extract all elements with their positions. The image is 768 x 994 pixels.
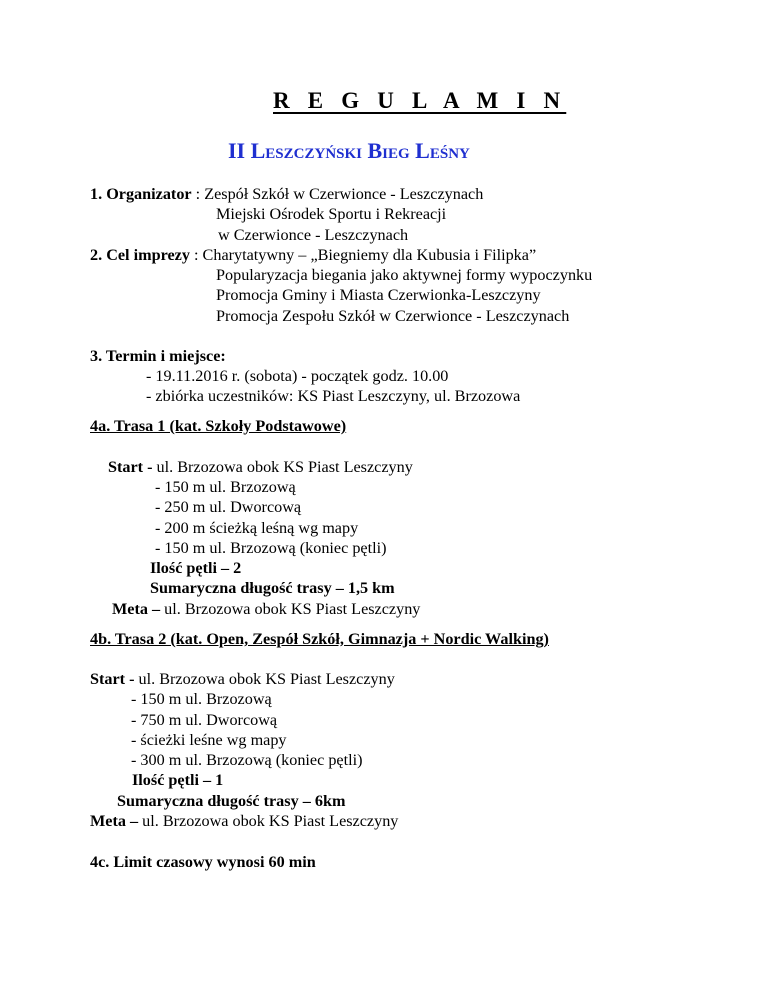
section-heading-termin: 3. Termin i miejsce: bbox=[90, 347, 226, 365]
section-label: 2. Cel imprezy bbox=[90, 246, 190, 264]
route-loops: Ilość pętli – 2 bbox=[150, 559, 242, 577]
route-step: - 150 m ul. Brzozową bbox=[155, 478, 296, 496]
document-subtitle: II Leszczyński Bieg Leśny bbox=[228, 138, 470, 163]
route-total: Sumaryczna długość trasy – 6km bbox=[117, 792, 346, 810]
section-line: Zespół Szkół w Czerwionce - Leszczynach bbox=[204, 185, 484, 203]
section-line: Miejski Ośrodek Sportu i Rekreacji bbox=[216, 205, 447, 223]
label-separator: : bbox=[189, 246, 203, 264]
section-heading-limit: 4c. Limit czasowy wynosi 60 min bbox=[90, 853, 316, 871]
section-organizator bbox=[90, 186, 483, 202]
section-cel-imprezy bbox=[90, 247, 536, 263]
finish-text: ul. Brzozowa obok KS Piast Leszczyny bbox=[142, 812, 399, 830]
section-line: - 19.11.2016 r. (sobota) - początek godz. 10.00 bbox=[146, 367, 449, 385]
route-start bbox=[108, 459, 413, 475]
route-start bbox=[90, 671, 395, 687]
start-text: ul. Brzozowa obok KS Piast Leszczyny bbox=[138, 670, 395, 688]
route-step: - 200 m ścieżką leśną wg mapy bbox=[155, 519, 359, 537]
label-separator: : bbox=[191, 185, 205, 203]
section-heading-trasa-1: 4a. Trasa 1 (kat. Szkoły Podstawowe) bbox=[90, 417, 347, 435]
route-step: - ścieżki leśne wg mapy bbox=[131, 731, 287, 749]
start-label: Start - bbox=[90, 670, 139, 688]
route-step: - 250 m ul. Dworcową bbox=[155, 498, 302, 516]
section-line: Popularyzacja biegania jako aktywnej formy wypoczynku bbox=[216, 266, 593, 284]
document-title: R E G U L A M I N bbox=[273, 88, 567, 113]
finish-label: Meta – bbox=[90, 812, 143, 830]
section-heading-trasa-2: 4b. Trasa 2 (kat. Open, Zespół Szkół, Gimnazja + Nordic Walking) bbox=[90, 630, 549, 648]
route-step: - 150 m ul. Brzozową bbox=[131, 690, 272, 708]
route-finish bbox=[90, 813, 398, 829]
route-step: - 300 m ul. Brzozową (koniec pętli) bbox=[131, 751, 363, 769]
section-line: Promocja Gminy i Miasta Czerwionka-Leszczyny bbox=[216, 286, 541, 304]
section-line: w Czerwionce - Leszczynach bbox=[218, 226, 409, 244]
route-step: - 150 m ul. Brzozową (koniec pętli) bbox=[155, 539, 387, 557]
finish-label: Meta – bbox=[112, 600, 165, 618]
section-line: - zbiórka uczestników: KS Piast Leszczyny, ul. Brzozowa bbox=[146, 387, 521, 405]
section-line: Charytatywny – „Biegniemy dla Kubusia i Filipka” bbox=[202, 246, 537, 264]
route-loops: Ilość pętli – 1 bbox=[132, 771, 224, 789]
section-label: 1. Organizator bbox=[90, 185, 192, 203]
finish-text: ul. Brzozowa obok KS Piast Leszczyny bbox=[164, 600, 421, 618]
section-line: Promocja Zespołu Szkół w Czerwionce - Leszczynach bbox=[216, 307, 570, 325]
start-text: ul. Brzozowa obok KS Piast Leszczyny bbox=[156, 458, 413, 476]
route-step: - 750 m ul. Dworcową bbox=[131, 711, 278, 729]
route-total: Sumaryczna długość trasy – 1,5 km bbox=[150, 579, 395, 597]
route-finish bbox=[112, 601, 420, 617]
start-label: Start - bbox=[108, 458, 157, 476]
